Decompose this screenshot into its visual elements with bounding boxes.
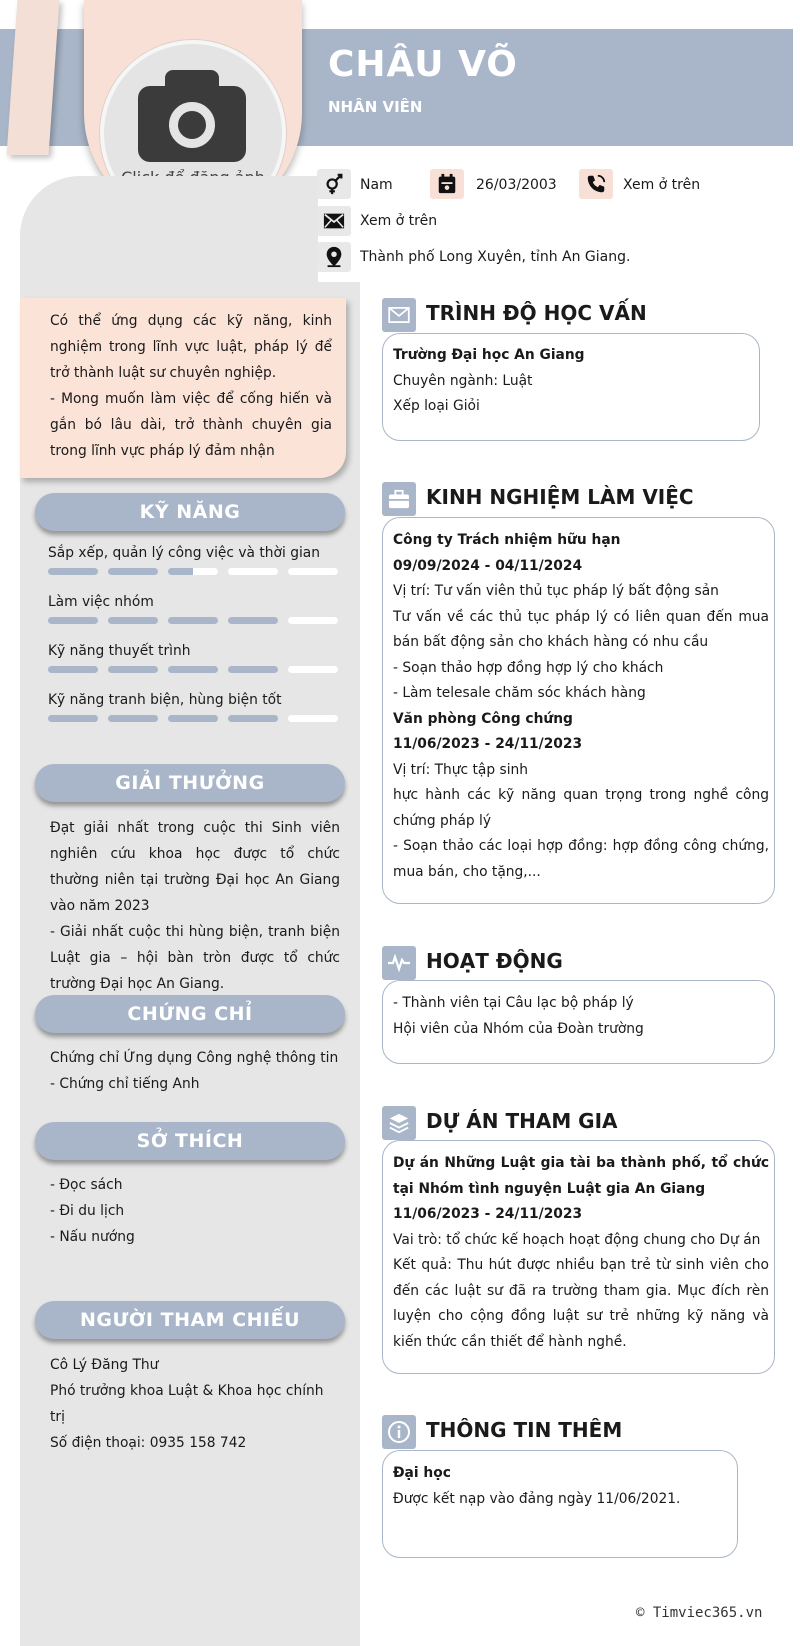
email-value: Xem ở trên (360, 213, 438, 229)
skill-segment (48, 617, 98, 624)
layers-icon (382, 1106, 416, 1140)
activities-content (393, 991, 769, 1042)
hobby-item: - Đi du lịch (50, 1203, 125, 1219)
skill-segment (168, 715, 218, 722)
skill-segment (288, 715, 338, 722)
school-name: Trường Đại học An Giang (393, 347, 585, 363)
skill-name: Làm việc nhóm (48, 594, 154, 610)
education-heading: TRÌNH ĐỘ HỌC VẤN (426, 301, 647, 325)
activity-item: - Thành viên tại Câu lạc bộ pháp lý (393, 995, 634, 1011)
job-position: Vị trí: Thực tập sinh (393, 761, 529, 778)
award-item: - Giải nhất cuộc thi hùng biện, tranh biện Luật gia – hội bàn tròn được tổ chức trường Đại học An Giang. (50, 924, 340, 992)
skill-segment (108, 568, 158, 575)
phone-value: Xem ở trên (623, 177, 701, 193)
reference-phone: Số điện thoại: 0935 158 742 (50, 1435, 247, 1451)
birthday-value: 26/03/2003 (476, 177, 557, 193)
info-icon (382, 1415, 416, 1449)
skill-name: Kỹ năng tranh biện, hùng biện tốt (48, 692, 282, 708)
job-dates: 09/09/2024 - 04/11/2024 (393, 557, 583, 574)
job-description: - Làm telesale chăm sóc khách hàng (393, 685, 646, 701)
skill-segment (288, 617, 338, 624)
job-dates: 11/06/2023 - 24/11/2023 (393, 736, 583, 752)
skill-segment (108, 617, 158, 624)
activity-pulse-icon (382, 946, 416, 980)
skill-segment (48, 568, 98, 575)
skill-name: Sắp xếp, quản lý công việc và thời gian (48, 545, 320, 561)
skill-segment (228, 617, 278, 624)
skill-segment (168, 666, 218, 673)
project-result: Kết quả: Thu hút được nhiều bạn trẻ từ sinh viên cho đến các luật sư đã ra trường tham gia. Mục đích rèn luyện cho cộng đồng luật sư trẻ những kỹ năng và kiến thức cần thiết để hành nghề. (393, 1257, 769, 1350)
skill-level-bar (48, 568, 338, 575)
certificate-item: - Chứng chỉ tiếng Anh (50, 1076, 200, 1092)
footer-credit: © Timviec365.vn (636, 1605, 763, 1621)
hobby-item: - Nấu nướng (50, 1229, 135, 1245)
awards-content (50, 815, 340, 997)
candidate-name: CHÂU VÕ (328, 44, 518, 85)
skill-segment (228, 666, 278, 673)
job-company: Công ty Trách nhiệm hữu hạn (393, 532, 621, 548)
objective-line: Có thể ứng dụng các kỹ năng, kinh nghiệm trong lĩnh vực luật, pháp lý để trở thành luật sư chuyên nghiệp. (50, 313, 332, 381)
calendar-icon (430, 169, 464, 199)
reference-position: Phó trưởng khoa Luật & Khoa học chính trị (50, 1383, 324, 1425)
skill-segment (228, 715, 278, 722)
address-value: Thành phố Long Xuyên, tỉnh An Giang. (360, 249, 631, 265)
gender-icon (317, 169, 351, 199)
skills-heading: KỸ NĂNG (35, 493, 345, 531)
experience-content (393, 528, 769, 885)
additional-info-heading: THÔNG TIN THÊM (426, 1418, 623, 1442)
additional-line: Được kết nạp vào đảng ngày 11/06/2021. (393, 1490, 681, 1507)
hobby-item: - Đọc sách (50, 1177, 123, 1193)
activity-item: Hội viên của Nhóm của Đoàn trường (393, 1020, 644, 1037)
email-icon (317, 206, 351, 236)
envelope-icon (382, 298, 416, 332)
award-item: Đạt giải nhất trong cuộc thi Sinh viên nghiên cứu khoa học được tổ chức thường niên tại trường Đại học An Giang vào năm 2023 (50, 820, 340, 914)
education-content (393, 343, 753, 420)
objective-line: - Mong muốn làm việc để cống hiến và gắn bó lâu dài, trở thành chuyên gia trong lĩnh vực pháp lý đảm nhận (50, 391, 332, 459)
job-title: NHÂN VIÊN (328, 98, 423, 116)
hobbies-heading: SỞ THÍCH (35, 1122, 345, 1160)
reference-name: Cô Lý Đăng Thư (50, 1357, 159, 1373)
education-grade: Xếp loại Giỏi (393, 398, 480, 414)
references-content (50, 1352, 340, 1456)
skill-level-bar (48, 666, 338, 673)
job-description: Tư vấn về các thủ tục pháp lý có liên quan đến mua bán bất động sản cho khách hàng có nhu cầu (393, 608, 769, 650)
skill-segment (288, 666, 338, 673)
project-name: Dự án Những Luật gia tài ba thành phố, tổ chức tại Nhóm tình nguyện Luật gia An Giang (393, 1155, 769, 1197)
job-description: - Soạn thảo các loại hợp đồng: hợp đồng công chứng, mua bán, cho tặng,... (393, 838, 769, 880)
certificates-heading: CHỨNG CHỈ (35, 995, 345, 1033)
job-position: Vị trí: Tư vấn viên thủ tục pháp lý bất động sản (393, 583, 719, 599)
location-icon (317, 242, 351, 272)
awards-heading: GIẢI THƯỞNG (35, 764, 345, 802)
activities-heading: HOẠT ĐỘNG (426, 949, 563, 973)
skill-name: Kỹ năng thuyết trình (48, 643, 191, 659)
phone-icon (579, 169, 613, 199)
briefcase-icon (382, 482, 416, 516)
certificate-item: Chứng chỉ Ứng dụng Công nghệ thông tin (50, 1050, 339, 1066)
additional-info-content (393, 1461, 733, 1512)
skill-segment (108, 715, 158, 722)
certificates-content (50, 1045, 340, 1097)
career-objective (50, 308, 332, 464)
skill-segment (168, 617, 218, 624)
skill-segment (168, 568, 218, 575)
skill-level-bar (48, 715, 338, 722)
job-company: Văn phòng Công chứng (393, 710, 573, 727)
camera-icon-lens[interactable] (169, 102, 215, 148)
skill-level-bar (48, 617, 338, 624)
skill-segment (288, 568, 338, 575)
skill-segment (48, 666, 98, 673)
skill-segment (48, 715, 98, 722)
job-description: - Soạn thảo hợp đồng hợp lý cho khách (393, 659, 664, 676)
project-role: Vai trò: tổ chức kế hoạch hoạt động chung cho Dự án (393, 1231, 761, 1248)
hobbies-content (50, 1172, 340, 1250)
skill-segment (228, 568, 278, 575)
project-dates: 11/06/2023 - 24/11/2023 (393, 1206, 583, 1222)
experience-heading: KINH NGHIỆM LÀM VIỆC (426, 485, 694, 509)
additional-heading: Đại học (393, 1465, 451, 1481)
job-description: hực hành các kỹ năng quan trọng trong nghề công chứng pháp lý (393, 787, 769, 829)
references-heading: NGƯỜI THAM CHIẾU (35, 1301, 345, 1339)
education-major: Chuyên ngành: Luật (393, 372, 533, 389)
projects-content (393, 1151, 769, 1355)
gender-value: Nam (360, 177, 393, 193)
skill-segment (108, 666, 158, 673)
projects-heading: DỰ ÁN THAM GIA (426, 1109, 618, 1133)
